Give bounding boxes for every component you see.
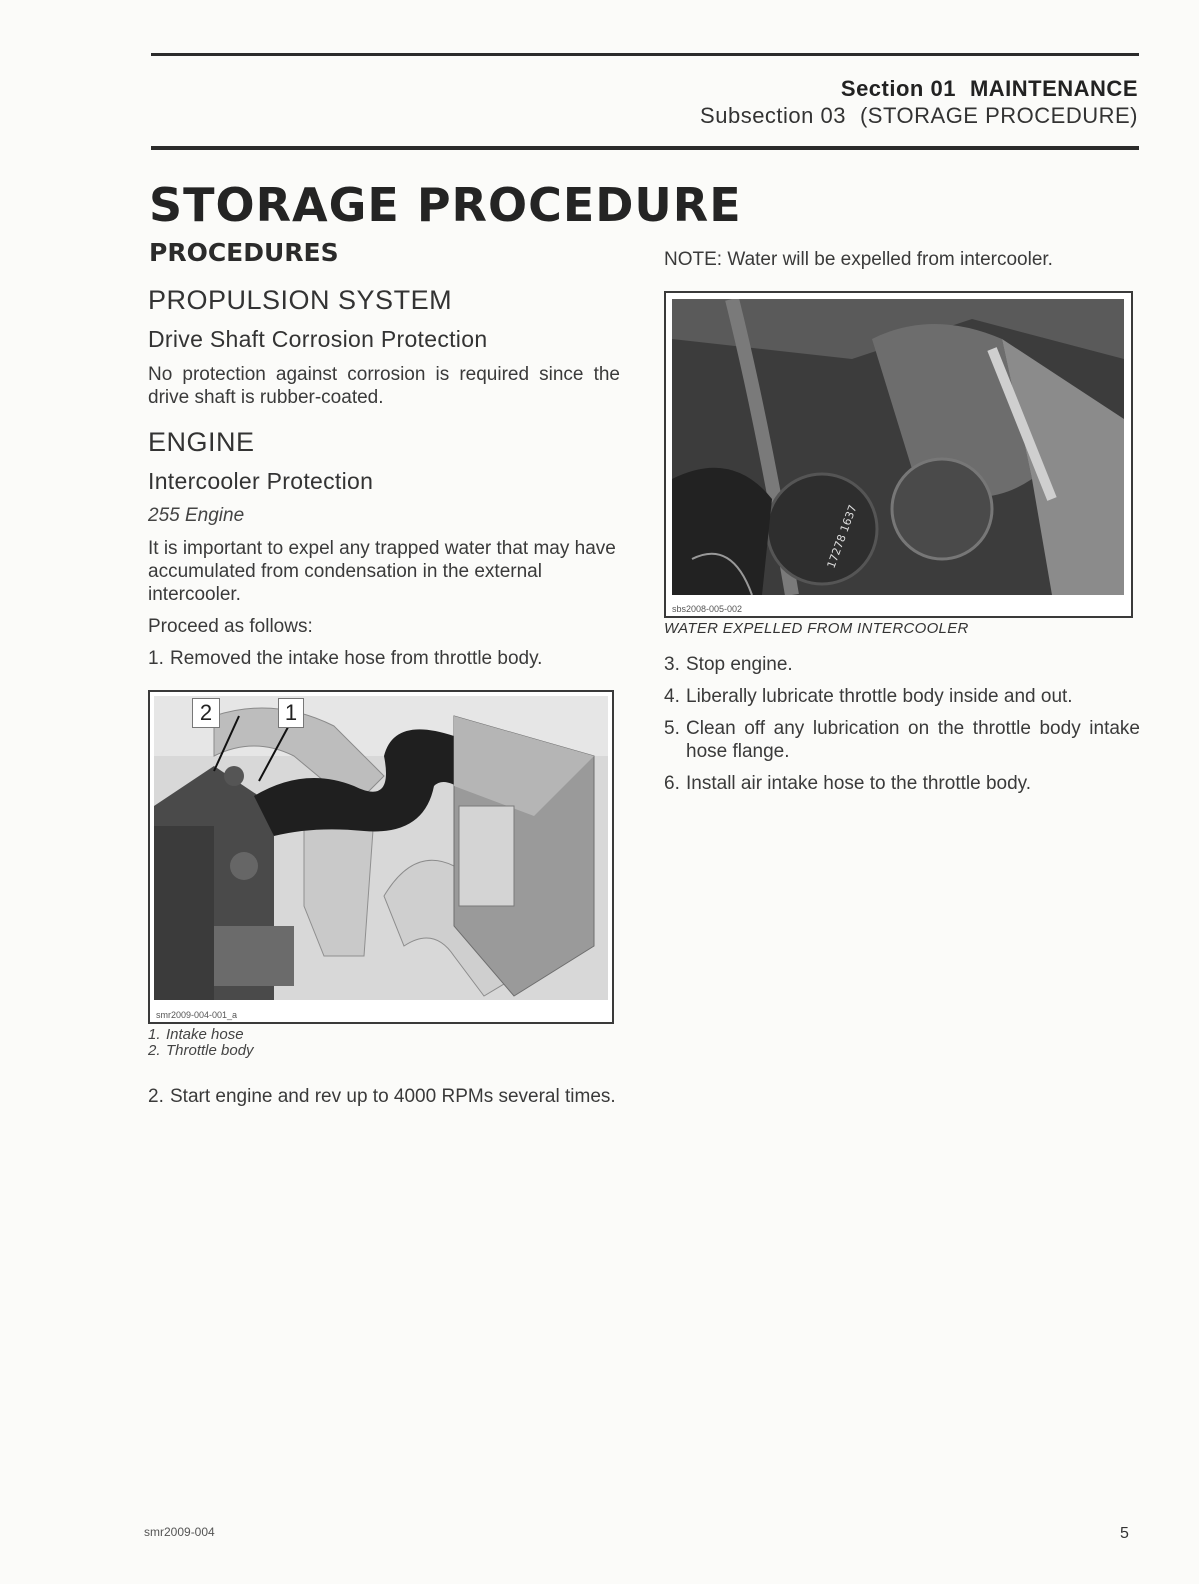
figure-code: smr2009-004-001_a (156, 1010, 238, 1020)
legend-item: 1. Intake hose (148, 1026, 244, 1043)
header-top-rule (151, 53, 1139, 56)
intake-hose-figure (148, 690, 614, 1024)
step-text: Install air intake hose to the throttle body. (686, 773, 1032, 794)
figure-code: sbs2008-005-002 (672, 604, 743, 614)
subsection-heading (700, 103, 1138, 129)
step-text: Removed the intake hose from throttle body. (170, 648, 543, 669)
step-text: Start engine and rev up to 4000 RPMs several times. (170, 1086, 616, 1107)
drive-shaft-heading: Drive Shaft Corrosion Protection (148, 326, 488, 352)
step-2 (148, 1085, 618, 1108)
step-3 (664, 653, 1140, 676)
section-number: Section 01 (840, 76, 956, 101)
photo-stamp-text: 17278 1637 (824, 503, 860, 571)
step-text: Liberally lubricate throttle body inside and out. (686, 686, 1073, 707)
step-number: 1. (148, 648, 164, 669)
steps-list (664, 653, 1140, 795)
intercooler-heading: Intercooler Protection (148, 468, 374, 494)
right-column (664, 248, 1140, 795)
step-number: 2. (148, 1086, 164, 1107)
subsection-number: Subsection 03 (700, 103, 846, 128)
step-text: Stop engine. (686, 654, 793, 675)
note-label: NOTE: (664, 249, 723, 270)
section-heading (841, 76, 1138, 102)
section-name: MAINTENANCE (969, 76, 1138, 101)
note-text: Water will be expelled from intercooler. (727, 249, 1053, 270)
page-number: 5 (1120, 1525, 1129, 1542)
figure-caption: WATER EXPELLED FROM INTERCOOLER (664, 620, 969, 637)
callout-2: 2 (192, 698, 220, 728)
drive-shaft-text: No protection against corrosion is required since the drive shaft is rubber-coated. (148, 364, 620, 408)
intercooler-text: It is important to expel any trapped water that may have accumulated from condensation in the external intercooler. (148, 538, 616, 605)
legend-item: 2. Throttle body (148, 1042, 254, 1059)
step-number: 4. (664, 686, 680, 707)
subsection-name: (STORAGE PROCEDURE) (859, 103, 1138, 128)
figure-legend (148, 1027, 620, 1059)
intercooler-figure (664, 291, 1133, 618)
intercooler-photo-illustration (672, 299, 1124, 595)
intercooler-photo (672, 299, 1124, 595)
propulsion-heading: PROPULSION SYSTEM (148, 285, 453, 315)
page-title: STORAGE PROCEDURE (149, 178, 742, 232)
step-5 (664, 717, 1140, 763)
header-bottom-rule (151, 146, 1139, 150)
engine-photo-illustration (154, 696, 608, 1000)
step-number: 5. (664, 718, 680, 739)
callout-1: 1 (278, 698, 304, 728)
procedures-heading: PROCEDURES (149, 238, 339, 267)
step-number: 3. (664, 654, 680, 675)
step-number: 6. (664, 773, 680, 794)
step-4 (664, 685, 1140, 708)
step-1 (148, 647, 620, 670)
step-6 (664, 772, 1140, 795)
step-text: Clean off any lubrication on the throttle body intake hose flange. (686, 718, 1140, 762)
intake-hose-photo (154, 696, 608, 1000)
proceed-text: Proceed as follows: (148, 616, 313, 637)
engine-heading: ENGINE (148, 427, 255, 457)
note (664, 248, 1140, 271)
footer-doc-code: smr2009-004 (144, 1525, 215, 1539)
engine-model-label: 255 Engine (148, 505, 245, 526)
left-column (148, 238, 620, 1108)
